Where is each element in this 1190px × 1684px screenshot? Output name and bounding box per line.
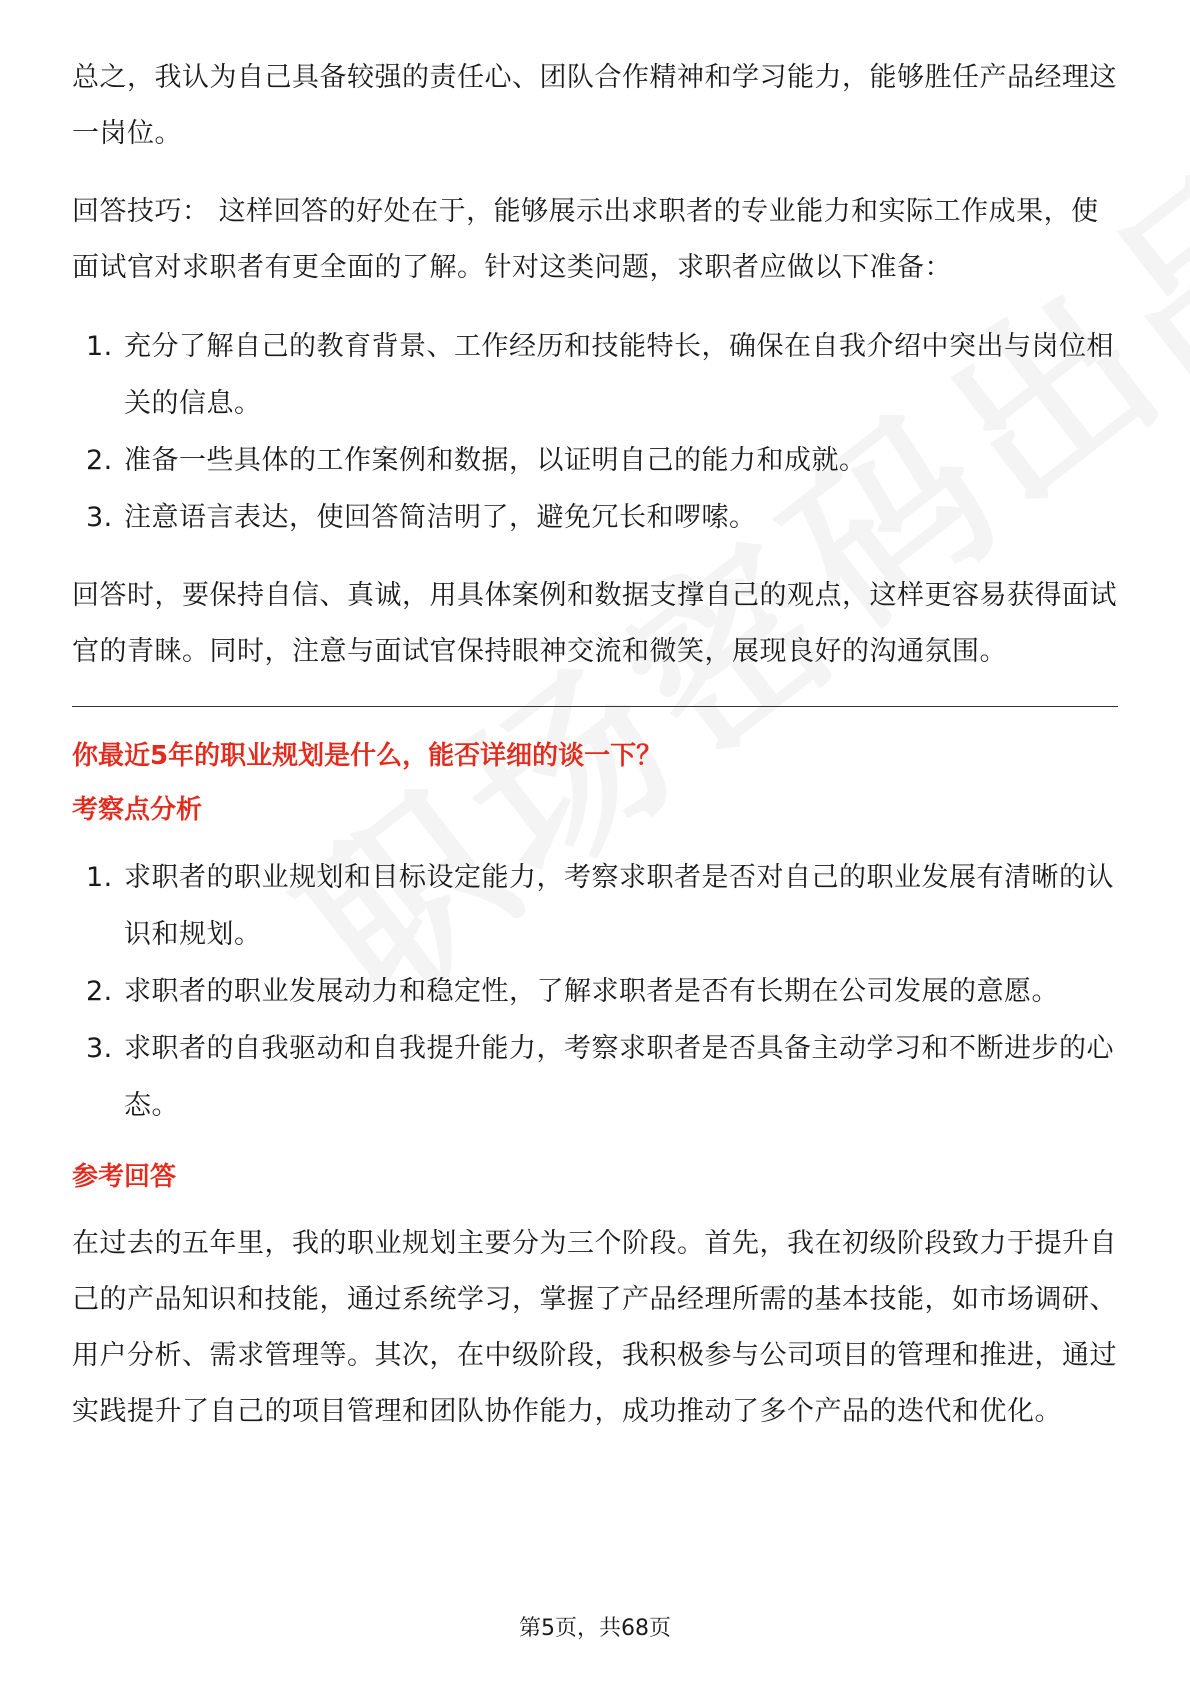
list-text: 求职者的职业发展动力和稳定性，了解求职者是否有长期在公司发展的意愿。 <box>124 976 1059 1007</box>
list-number: 1. <box>86 331 113 362</box>
section-divider <box>72 706 1118 707</box>
list-number: 2. <box>86 445 113 476</box>
list-text: 求职者的自我驱动和自我提升能力，考察求职者是否具备主动学习和不断进步的心态。 <box>124 1033 1114 1121</box>
list-text: 准备一些具体的工作案例和数据，以证明自己的能力和成就。 <box>124 445 867 476</box>
preparation-list <box>72 318 1118 546</box>
list-number: 3. <box>86 1033 113 1064</box>
list-item <box>72 432 1118 489</box>
list-item <box>72 489 1118 546</box>
list-number: 1. <box>86 862 113 893</box>
closing-paragraph: 回答时，要保持自信、真诚，用具体案例和数据支撑自己的观点，这样更容易获得面试官的青睐。同时，注意与面试官保持眼神交流和微笑，展现良好的沟通氛围。 <box>72 580 1117 667</box>
tips-paragraph: 回答技巧： 这样回答的好处在于，能够展示出求职者的专业能力和实际工作成果，使面试官对求职者有更全面的了解。针对这类问题，求职者应做以下准备： <box>72 196 1099 283</box>
list-item <box>72 1020 1118 1134</box>
list-item <box>72 318 1118 432</box>
list-item <box>72 849 1118 963</box>
list-number: 2. <box>86 976 113 1007</box>
summary-paragraph: 总之，我认为自己具备较强的责任心、团队合作精神和学习能力，能够胜任产品经理这一岗位。 <box>72 62 1117 149</box>
analysis-list <box>72 849 1118 1134</box>
answer-heading: 参考回答 <box>72 1162 177 1192</box>
list-text: 求职者的职业规划和目标设定能力，考察求职者是否对自己的职业发展有清晰的认识和规划。 <box>124 862 1114 950</box>
question-title: 你最近5年的职业规划是什么，能否详细的谈一下？ <box>72 741 663 771</box>
list-item <box>72 963 1118 1020</box>
analysis-heading: 考察点分析 <box>72 795 203 825</box>
list-text: 充分了解自己的教育背景、工作经历和技能特长，确保在自我介绍中突出与岗位相关的信息。 <box>124 331 1114 419</box>
answer-paragraph: 在过去的五年里，我的职业规划主要分为三个阶段。首先，我在初级阶段致力于提升自己的产品知识和技能，通过系统学习，掌握了产品经理所需的基本技能，如市场调研、用户分析、需求管理等。其次，在中级阶段，我积极参与公司项目的管理和推进，通过实践提升了自己的项目管理和团队协作能力，成功推动了多个产品的迭代和优化。 <box>72 1228 1117 1427</box>
list-text: 注意语言表达，使回答简洁明了，避免冗长和啰嗦。 <box>124 502 757 533</box>
page-footer: 第5页，共68页 <box>519 1616 671 1641</box>
list-number: 3. <box>86 502 113 533</box>
document-page <box>72 50 1118 1440</box>
